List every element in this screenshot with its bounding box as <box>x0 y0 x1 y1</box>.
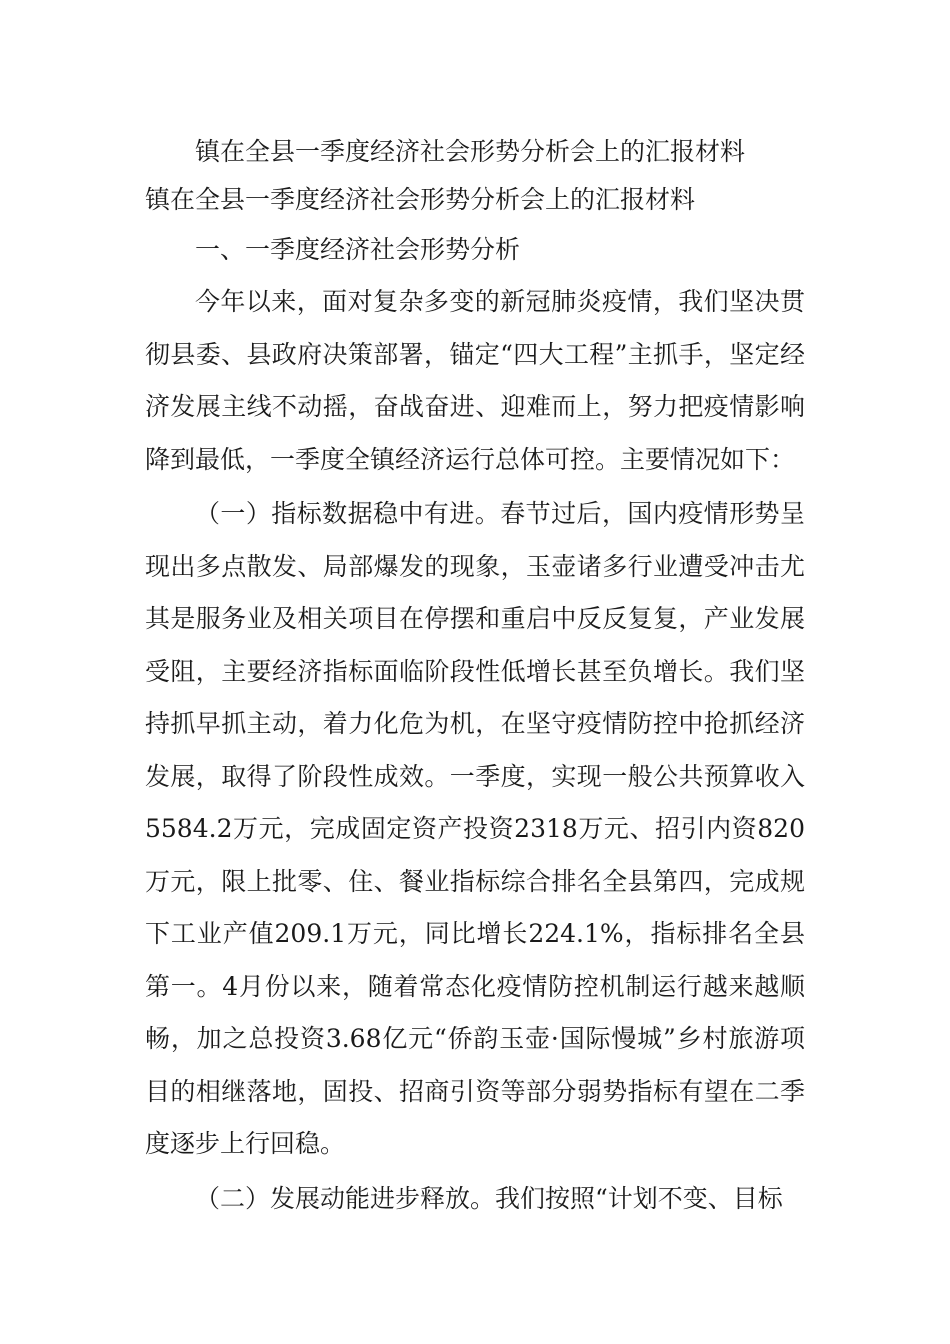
paragraph-intro: 今年以来，面对复杂多变的新冠肺炎疫情，我们坚决贯彻县委、县政府决策部署，锚定“四大工程”主抓手，坚定经济发展主线不动摇，奋战奋进、迎难而上，努力把疫情影响降到最低，一季度全镇经济运行总体可控。主要情况如下： <box>145 287 805 474</box>
document-subtitle: 镇在全县一季度经济社会形势分析会上的汇报材料 <box>145 185 696 214</box>
paragraph-indicators: （一）指标数据稳中有进。春节过后，国内疫情形势呈现出多点散发、局部爆发的现象，玉壶诸多行业遭受冲击尤其是服务业及相关项目在停摆和重启中反反复复，产业发展受阻，主要经济指标面临阶段性低增长甚至负增长。我们坚持抓早抓主动，着力化危为机，在坚守疫情防控中抢抓经济发展，取得了阶段性成效。一季度，实现一般公共预算收入5584.2万元，完成固定资产投资2318万元、招引内资820万元，限上批零、住、餐业指标综合排名全县第四，完成规下工业产值209.1万元，同比增长224.1%，指标排名全县第一。4月份以来，随着常态化疫情防控机制运行越来越顺畅，加之总投资3.68亿元“侨韵玉壶·国际慢城”乡村旅游项目的相继落地，固投、招商引资等部分弱势指标有望在二季度逐步上行回稳。 <box>145 499 805 1158</box>
document-body <box>145 128 805 1225</box>
paragraph-momentum: （二）发展动能进步释放。我们按照“计划不变、目标 <box>195 1183 783 1213</box>
document-title: 镇在全县一季度经济社会形势分析会上的汇报材料 <box>195 137 746 166</box>
section-heading: 一、一季度经济社会形势分析 <box>195 235 521 264</box>
